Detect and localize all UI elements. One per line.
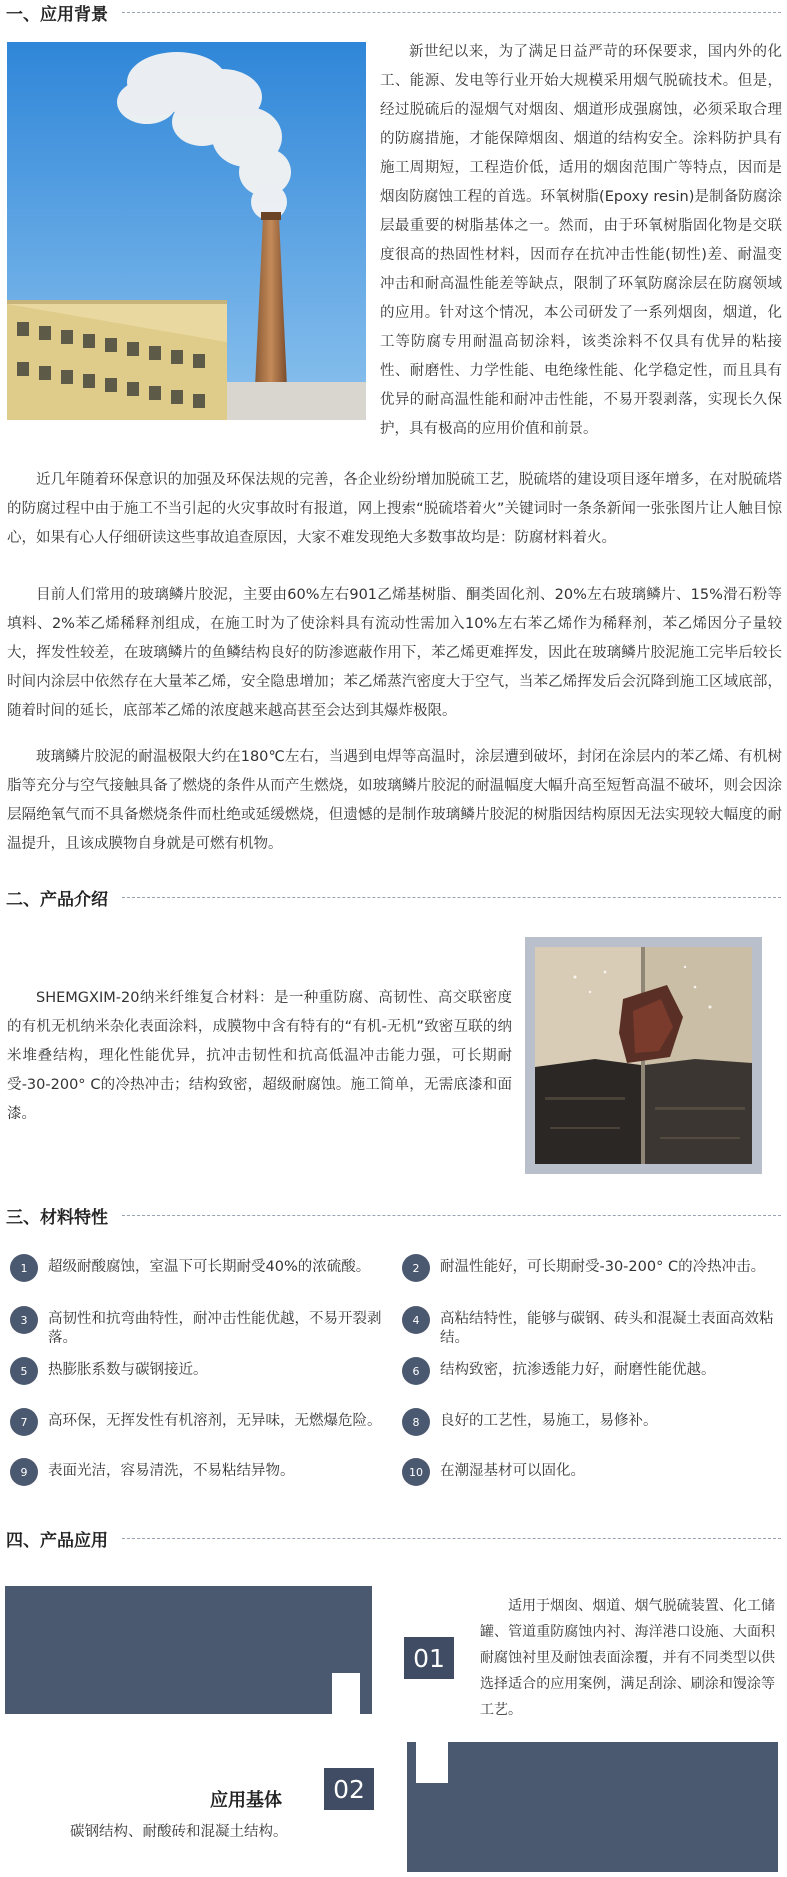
feature-number-badge: 4 — [402, 1306, 430, 1334]
feature-text: 热膨胀系数与碳钢接近。 — [48, 1362, 208, 1378]
background-paragraph-1 — [380, 38, 782, 444]
section-header-properties — [6, 1203, 781, 1227]
feature-text: 高粘结特性，能够与碳钢、砖头和混凝土表面高效粘结。 — [440, 1311, 774, 1346]
application-substrate-text: 碳钢结构、耐酸砖和混凝土结构。 — [70, 1824, 288, 1840]
feature-text: 良好的工艺性，易施工，易修补。 — [440, 1413, 658, 1429]
application-heading: 应用基体 — [210, 1790, 282, 1811]
feature-text: 结构致密，抗渗透能力好，耐磨性能优越。 — [440, 1362, 716, 1378]
feature-number-badge: 7 — [10, 1408, 38, 1436]
dashed-divider — [122, 1538, 781, 1539]
feature-item — [402, 1306, 782, 1348]
feature-text: 在潮湿基材可以固化。 — [440, 1463, 585, 1479]
chimney-photo — [7, 42, 366, 420]
background-paragraph-4-text: 玻璃鳞片胶泥的耐温极限大约在180℃左右，当遇到电焊等高温时，涂层遭到破坏，封闭在涂层内的苯乙烯、有机树脂等充分与空气接触具备了燃烧的条件从而产生燃烧，如玻璃鳞片胶泥的耐温幅度大幅升高至短暂高温不破坏，则会因涂层隔绝氧气而不具备燃烧条件而杜绝或延缓燃烧，但遗憾的是制作玻璃鳞片胶泥的树脂因结构原因无法实现较大幅度的耐温提升，且该成膜物自身就是可燃有机物。 — [7, 749, 782, 852]
feature-text: 高韧性和抗弯曲特性，耐冲击性能优越，不易开裂剥落。 — [48, 1311, 382, 1346]
background-paragraph-1-text: 新世纪以来，为了满足日益严苛的环保要求，国内外的化工、能源、发电等行业开始大规模采用烟气脱硫技术。但是，经过脱硫后的湿烟气对烟囱、烟道形成强腐蚀，必须采取合理的防腐措施，才能保障烟囱、烟道的结构安全。涂料防护具有施工周期短，工程造价低，适用的烟囱范围广等特点，因而是烟囱防腐蚀工程的首选。环氧树脂(Epoxy resin)是制备防腐涂层最重要的树脂基体之一。然而，由于环氧树脂固化物是交联度很高的热固性材料，因而存在抗冲击性能(韧性)差、耐温变冲击和耐高温性能差等缺点，限制了环氧防腐涂层在防腐领域的应用。针对这个情况，本公司研发了一系列烟囱，烟道，化工等防腐专用耐温高韧涂料，该类涂料不仅具有优异的粘接性、耐磨性、力学性能、电绝缘性能、化学稳定性，而且具有优异的耐高温性能和耐冲击性能，不易开裂剥落，实现长久保护，具有极高的应用价值和前景。 — [380, 44, 782, 437]
feature-item — [10, 1254, 390, 1282]
section-title: 二、产品介绍 — [6, 889, 108, 910]
feature-item — [10, 1357, 390, 1385]
application-image-placeholder — [5, 1586, 372, 1714]
section-title: 一、应用背景 — [6, 4, 108, 25]
section-header-background — [6, 0, 781, 24]
background-paragraph-2-text: 近几年随着环保意识的加强及环保法规的完善，各企业纷纷增加脱硫工艺，脱硫塔的建设项目逐年增多，在对脱硫塔的防腐过程中由于施工不当引起的火灾事故时有报道，网上搜索“脱硫塔着火”关键词时一条条新闻一张张图片让人触目惊心，如果有心人仔细研读这些事故追查原因，大家不难发现绝大多数事故均是：防腐材料着火。 — [7, 472, 782, 546]
application-description — [480, 1593, 775, 1723]
feature-number-badge: 6 — [402, 1357, 430, 1385]
feature-number-badge: 3 — [10, 1306, 38, 1334]
product-intro-text: SHEMGXIM-20纳米纤维复合材料：是一种重防腐、高韧性、高交联密度的有机无机纳米杂化表面涂料，成膜物中含有特有的“有机-无机”致密互联的纳米堆叠结构，理化性能优异，抗冲击韧性和抗高低温冲击能力强，可长期耐受-30-200° C的冷热冲击；结构致密，超级耐腐蚀。施工简单，无需底漆和面漆。 — [7, 990, 512, 1122]
dashed-divider — [122, 1215, 781, 1216]
decorative-square — [416, 1742, 448, 1783]
feature-number-badge: 1 — [10, 1254, 38, 1282]
feature-item — [402, 1254, 782, 1282]
dashed-divider — [122, 12, 781, 13]
product-intro-paragraph — [7, 984, 512, 1129]
section-header-product — [6, 885, 781, 909]
feature-text: 表面光洁，容易清洗，不易粘结异物。 — [48, 1463, 295, 1479]
feature-number-badge: 8 — [402, 1408, 430, 1436]
section-header-application — [6, 1526, 781, 1550]
application-number-badge: 01 — [404, 1637, 454, 1679]
background-paragraph-3 — [7, 581, 782, 726]
feature-number-badge: 10 — [402, 1458, 430, 1486]
feature-text: 耐温性能好，可长期耐受-30-200° C的冷热冲击。 — [440, 1259, 766, 1275]
feature-number-badge: 9 — [10, 1458, 38, 1486]
feature-item — [402, 1408, 782, 1436]
feature-number-badge: 2 — [402, 1254, 430, 1282]
section-title: 三、材料特性 — [6, 1207, 108, 1228]
dashed-divider — [122, 897, 781, 898]
feature-item — [10, 1458, 390, 1486]
application-description-text: 适用于烟囱、烟道、烟气脱硫装置、化工储罐、管道重防腐蚀内衬、海洋港口设施、大面积耐腐蚀衬里及耐蚀表面涂覆，并有不同类型以供选择适合的应用案例，满足刮涂、刷涂和馒涂等工艺。 — [480, 1598, 775, 1718]
background-paragraph-4 — [7, 743, 782, 859]
feature-item — [10, 1306, 390, 1348]
section-title: 四、产品应用 — [6, 1530, 108, 1551]
feature-text: 高环保，无挥发性有机溶剂，无异味，无燃爆危险。 — [48, 1413, 382, 1429]
feature-number-badge: 5 — [10, 1357, 38, 1385]
application-number-badge: 02 — [324, 1768, 374, 1810]
decorative-square — [332, 1673, 360, 1714]
coating-sample-photo — [525, 937, 762, 1174]
background-paragraph-3-text: 目前人们常用的玻璃鳞片胶泥，主要由60%左右901乙烯基树脂、酮类固化剂、20%左右玻璃鳞片、15%滑石粉等填料、2%苯乙烯稀释剂组成，在施工时为了使涂料具有流动性需加入10%左右苯乙烯作为稀释剂，苯乙烯因分子量较大，挥发性较差，在玻璃鳞片的鱼鳞结构良好的防渗遮蔽作用下，苯乙烯更难挥发，因此在玻璃鳞片胶泥施工完毕后较长时间内涂层中依然存在大量苯乙烯，安全隐患增加；苯乙烯蒸汽密度大于空气，当苯乙烯挥发后会沉降到施工区域底部，随着时间的延长，底部苯乙烯的浓度越来越高甚至会达到其爆炸极限。 — [7, 587, 782, 719]
background-paragraph-2 — [7, 466, 782, 553]
feature-item — [402, 1357, 782, 1385]
feature-item — [402, 1458, 782, 1486]
feature-item — [10, 1408, 390, 1436]
feature-text: 超级耐酸腐蚀，室温下可长期耐受40%的浓硫酸。 — [48, 1259, 371, 1275]
application-image-placeholder — [407, 1742, 778, 1872]
